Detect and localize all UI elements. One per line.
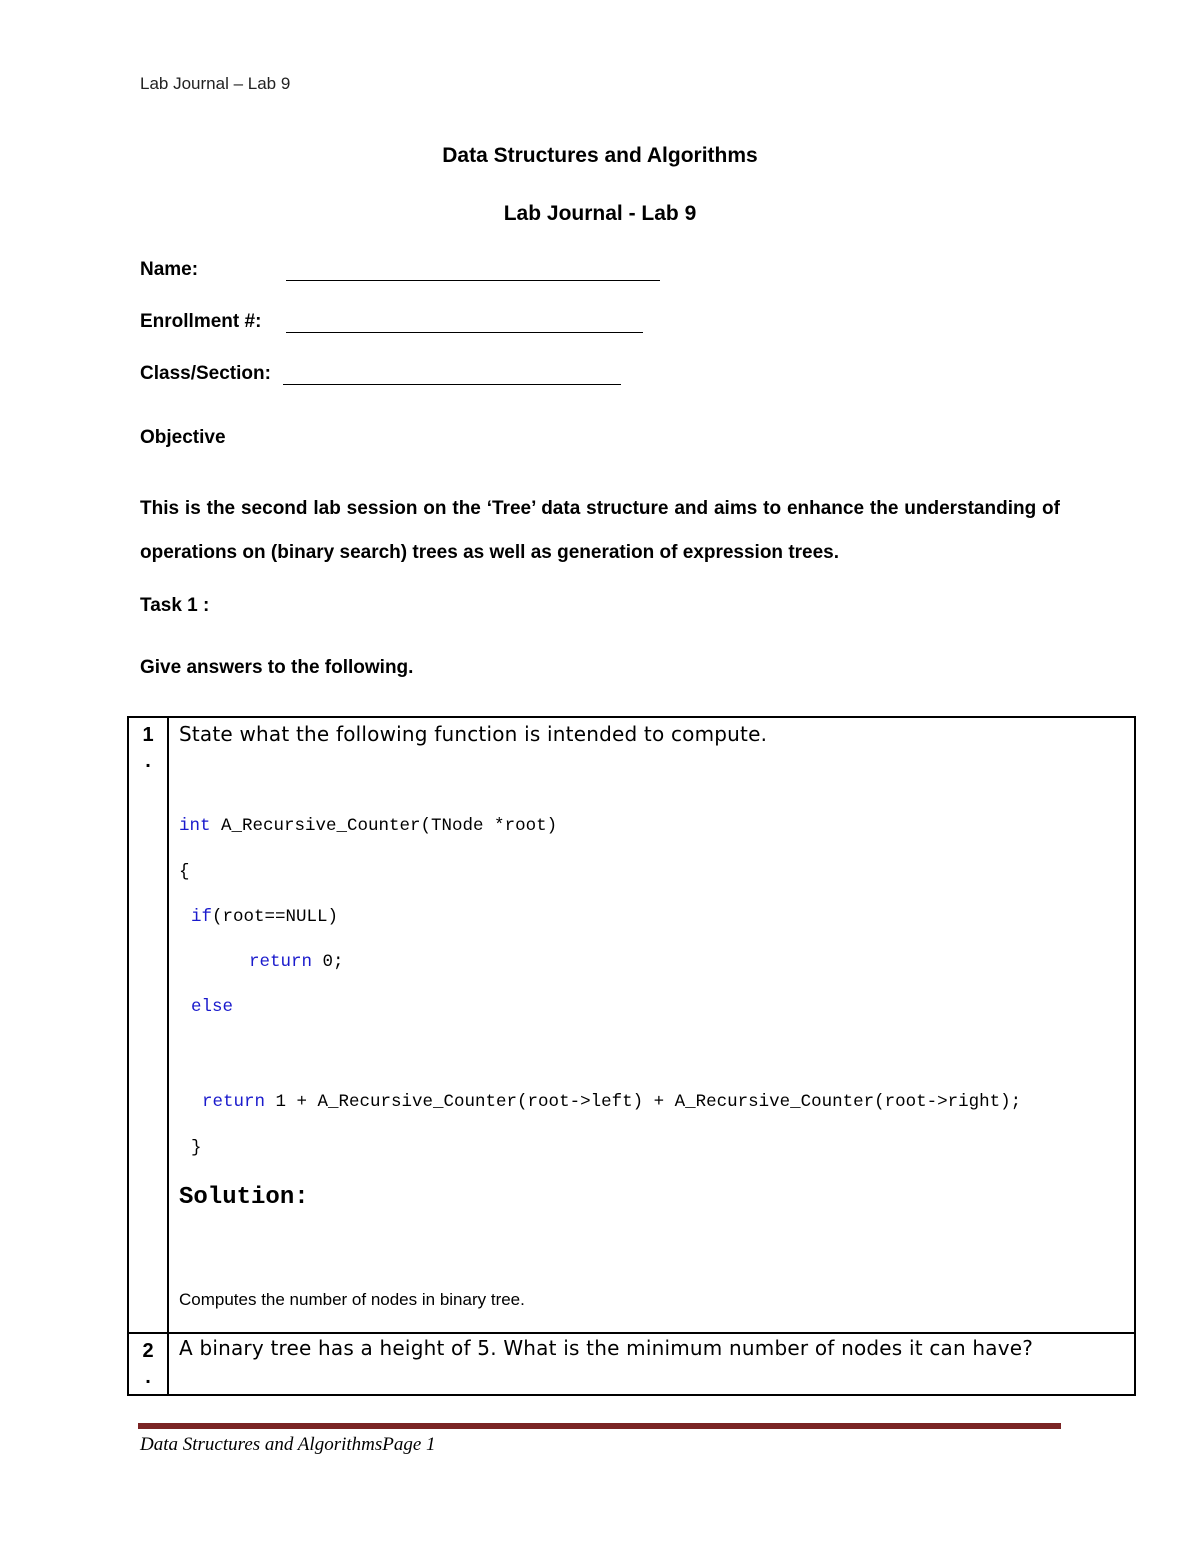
code-line-else: else	[191, 997, 234, 1017]
question-number-cell	[129, 1334, 169, 1394]
footer-text: Data Structures and AlgorithmsPage 1	[140, 1434, 436, 1455]
objective-text: This is the second lab session on the ‘Tree’ data structure and aims to enhance the understanding of operations on (binary search) trees as well as generation of expression trees.	[140, 498, 1060, 563]
code-keyword-if: if	[191, 907, 213, 927]
task-instruction: Give answers to the following.	[140, 657, 414, 678]
question-number: 1	[142, 724, 154, 746]
class-section-blank-line	[283, 384, 621, 385]
code-keyword-return: return	[202, 1092, 266, 1112]
enrollment-label: Enrollment #:	[140, 311, 262, 332]
code-keyword-int: int	[179, 816, 211, 836]
code-line-open-brace: {	[179, 862, 190, 882]
code-line-close-brace: }	[191, 1138, 202, 1158]
running-header: Lab Journal – Lab 9	[140, 74, 291, 93]
code-keyword-return: return	[249, 952, 313, 972]
code-return-expression: 1 + A_Recursive_Counter(root->left) + A_Recursive_Counter(root->right);	[265, 1092, 1022, 1112]
code-signature-rest: A_Recursive_Counter(TNode *root)	[210, 816, 558, 836]
code-line-return-recursive	[202, 1092, 1021, 1112]
question-number-dot: .	[145, 1366, 151, 1388]
task-heading: Task 1 :	[140, 595, 210, 616]
code-if-condition: (root==NULL)	[212, 907, 339, 927]
question-row	[129, 1334, 1134, 1394]
name-field	[140, 259, 670, 287]
solution-label: Solution:	[179, 1184, 309, 1211]
questions-table	[127, 716, 1136, 1396]
question-row	[129, 718, 1134, 1334]
code-line-signature	[179, 816, 557, 836]
enrollment-field	[140, 311, 650, 339]
question-number-dot: .	[145, 750, 151, 772]
question-prompt: A binary tree has a height of 5. What is the minimum number of nodes it can have?	[179, 1336, 1034, 1360]
question-prompt: State what the following function is intended to compute.	[179, 722, 768, 746]
document-subtitle: Lab Journal - Lab 9	[503, 202, 697, 225]
code-return-zero-value: 0;	[312, 952, 344, 972]
objective-heading: Objective	[140, 427, 226, 448]
solution-answer: Computes the number of nodes in binary tree.	[179, 1290, 525, 1309]
enrollment-blank-line	[286, 332, 643, 333]
code-line-return-zero	[249, 952, 344, 972]
question-number: 2	[142, 1340, 154, 1362]
document-title: Data Structures and Algorithms	[442, 144, 758, 167]
footer-rule	[138, 1423, 1061, 1429]
class-section-label: Class/Section:	[140, 363, 271, 384]
name-label: Name:	[140, 259, 199, 280]
question-number-cell	[129, 718, 169, 1332]
class-section-field	[140, 363, 630, 391]
name-blank-line	[286, 280, 660, 281]
code-line-if	[191, 907, 338, 927]
